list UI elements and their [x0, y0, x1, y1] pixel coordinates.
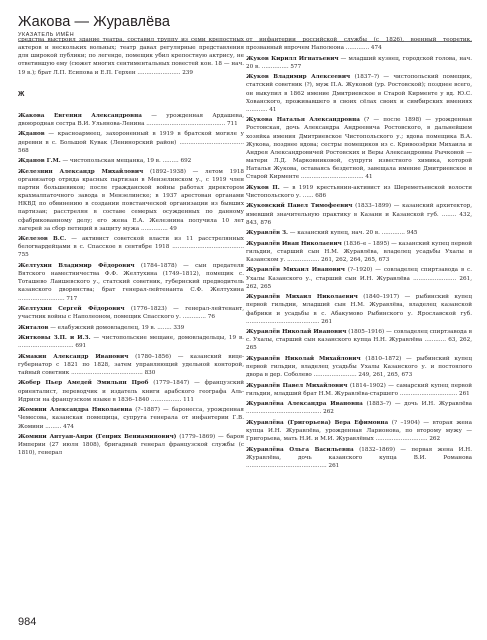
- entry-name: Журавлёв Иван Николаевич: [246, 240, 342, 247]
- index-entry: [18, 168, 244, 233]
- entry-text: (1832–1869) — первая жена И.Н. Журавлёва, дочь казанского купца В.И. Романова ............................................. 261: [246, 446, 472, 469]
- index-entry: [18, 406, 244, 430]
- entry-name: Желтухин Сергей Фёдорович: [18, 306, 125, 312]
- entry-name: Желтухин Владимир Фёдорович: [18, 262, 135, 269]
- entry-name: Жакова Евгения Александровна: [18, 112, 142, 119]
- index-entry: [246, 293, 472, 326]
- entry-text: (? –1904) — вторая жена купца И.Н. Журавлёва, урожденная Ларионова, по второму мужу — Григорьева, мать Н.И. и М.И. Журавлёвых ............................. 262: [246, 419, 472, 443]
- entry-name: Жданов Г.М.: [18, 158, 61, 165]
- index-entry: [246, 116, 472, 181]
- index-entry: [18, 305, 244, 321]
- entry-text: — в 1919 крестьянин-активист из Шереметьевской волости Чистопольского у. ...... 686: [246, 184, 472, 199]
- index-entry: [18, 262, 244, 303]
- entry-name: Журавлёва (Григорьева) Вера Ефимовна: [246, 419, 389, 426]
- index-entry: [246, 328, 472, 352]
- entry-text: (1779–1847) — французский ориенталист, переводчик и издатель книги арабского географа Аль-Идриси на французском языке в 1836–1840 ................. 111: [18, 380, 244, 403]
- entry-text: — урожденная Ардашева, двоюродная сестра В.И. Ульянова-Ленина ............................................ 711: [18, 112, 244, 127]
- index-entry: [246, 382, 472, 398]
- entry-text: — казанский купец, нач. 20 в. ............. 945: [288, 230, 418, 237]
- index-entry: [246, 400, 472, 416]
- entry-text: (1833–1899) — казанский архитектор, имевший значительную практику в Казани и Казанской губ. ........ 432, 843, 876: [246, 203, 472, 226]
- entry-text: (1837–?) — чистопольский помещик, статский советник (?), муж П.А. Жуковой (ур. Ростовской); позднее всего, он выкупил в 1862 имение Дмитриевское в Старой Кирменте у вд. Ю.С. Хованского, проживавшего в своих сёлах своих и симбирских имениях ............ 41: [246, 74, 472, 113]
- running-subtitle: УКАЗАТЕЛЬ ИМЁН: [18, 32, 75, 38]
- running-title: Жакова — Журавлёва: [18, 14, 171, 30]
- index-entry: [246, 419, 472, 443]
- entry-name: Жданов: [18, 131, 45, 138]
- index-entry: [246, 184, 472, 200]
- entry-text: (1840–1917) — рыбинский купец первой гильдии, младший сын Н.М. Журавлёва, владелец казанской фабрики и усадьбы в с. Абакумово Рыбинского у. Ярославской губ. ......................................... 261: [246, 294, 472, 325]
- left-column: [18, 36, 244, 460]
- entry-text: (1784–1878) — сын предателя Вятского наместничества Ф.Ф. Желтухина (1749–1812), помещик с. Тоташево Лаишевского у., статский советник, губернский предводитель казанского дворянства; брат генерал-лейтенанта С.Ф. Желтухина .......................... 717: [18, 262, 244, 302]
- entry-name: Житалов: [18, 324, 49, 331]
- index-entry: [18, 157, 244, 165]
- index-entry: [18, 324, 244, 332]
- continued-entry: средства выстроил здание театра, составил труппу из семи крепостных актеров и нескольких вольных; театр давал регулярные представления для широкой публики; по легенде, помещик убил крепостную актрису, не ответившую ему (сюжет многих сентиментальных повестей кон. 18 — нач. 19 в.); брат Л.П. Есипова и Е.П. Герхен ........................ 239: [18, 37, 244, 76]
- entry-text: — елабужский домовладелец, 19 в. ........ 339: [48, 324, 185, 331]
- entry-name: Жомини Александра Николаевна: [18, 407, 133, 414]
- index-entry: [246, 240, 472, 264]
- entry-name: Журавлёв З.: [246, 230, 289, 237]
- entry-name: Жмакин Александр Иванович: [18, 353, 129, 360]
- entry-name: Жуков П.: [246, 184, 280, 191]
- entry-text: (?–1887) — баронесса, урожденная Чемесова, казанская помещица, супруга генерала от инфантерии Г.В. Жомини ......... 474: [18, 407, 244, 430]
- entry-text: (1805–1916) — совладелец спиртзавода в с. Ухалы, старший сын казанского купца Н.Н. Журавлёва ............ 63, 262, 265: [246, 329, 472, 352]
- entry-name: Журавлёв Михаил Иванович: [246, 267, 345, 274]
- entry-name: Журавлёва Ольга Васильевна: [246, 446, 354, 453]
- index-entry: [246, 446, 472, 470]
- entry-name: Журавлёв Николай Михайлович: [246, 355, 361, 362]
- entry-text: — чистопольская мещанка, 19 в. ......... 692: [60, 158, 192, 165]
- entry-text: (1776–1823) — генерал-лейтенант, участник войны с Наполеоном, помещик Спасского у. ............. 76: [18, 306, 244, 321]
- entry-name: Журавлёв Михаил Николаевич: [246, 294, 358, 301]
- index-entry: [18, 353, 244, 377]
- entry-text: (1779–1869) — барон Империи (27 июля 1808), бригадный генерал французской службы (с 1810), генерал: [18, 433, 244, 457]
- index-entry: [246, 355, 472, 379]
- index-entry: [18, 334, 244, 350]
- entry-text: (1836–е – 1895) — казанский купец первой гильдии, старший сын Н.М. Журавлёва, владелец усадьбы Ухалы в Казанском у. .................. 261, 262, 264, 265, 673: [246, 240, 473, 263]
- entry-text: (1814–1902) — самарский купец первой гильдии, младший брат Н.М. Журавлёва-старшего ................................ 261: [246, 382, 473, 397]
- entry-name: Жуков Владимир Алексеевич: [246, 74, 351, 81]
- entry-name: Жукова Наталья Александровна: [246, 117, 360, 124]
- index-entry: [246, 55, 472, 71]
- index-entry: [18, 379, 244, 403]
- index-entry: [18, 112, 244, 128]
- entry-text: — активист советской власти из 11 расстрелянных белогвардейцами в с. Спасское в сентябре 1918 ........................................ 755: [18, 236, 244, 259]
- index-entry: [18, 130, 244, 154]
- entry-text: (1810–1872) — рыбинский купец первой гильдии, владелец усадьбы Ухалы Казанского у. и постоялого двора в дер. Соболево ........................ 249, 261, 265, 673: [246, 355, 472, 379]
- index-entry: [246, 229, 472, 237]
- entry-name: Журавлёва Александра Ивановна: [246, 401, 363, 408]
- entry-name: Журавлёв Павел Михайлович: [246, 382, 348, 389]
- page-number: 984: [18, 616, 37, 628]
- entry-name: Журавлёв Николай Иванович: [246, 329, 347, 336]
- right-column: [246, 36, 472, 472]
- entry-name: Жуков Кирилл Игнатьевич: [246, 55, 339, 62]
- entry-text: — чистопольские мещане, домовладельцы, 19 в. ............................... 691: [18, 335, 244, 350]
- entry-name: Жуковский Павел Тимофеевич: [246, 203, 353, 210]
- entry-name: Железнин Александр Михайлович: [18, 168, 144, 175]
- entry-text: (1892–1938) — летом 1918 организатор отряда красных партизан в Мензелинском у., с 1919 член партии большевиков; после гражданской войны работал директором крахмалпаточного завода в Мензелинске; в 1937 арестован органами НКВД по обвинению в создании повстанческой организации из бывших партизан; расстрелян в составе семерых осужденных по данному сфабрикованному делу; его жена Е.А. Железнина получила 10 лет лагерей за сбор петиций в защиту мужа ............... 49: [18, 168, 244, 232]
- right-entries: [246, 55, 472, 471]
- entry-name: Житковы З.П. и И.З.: [18, 335, 91, 342]
- entry-text: — младший кузнец, городской голова, нач. 20 в. ............... 577: [246, 55, 472, 70]
- left-entries: [18, 112, 244, 458]
- continued-entry: от инфантерии российской службы (с 1826), военный теоретик, прозванный впрочем Наполеона ............. 474: [246, 37, 472, 52]
- entry-name: Железов В.С.: [18, 236, 67, 243]
- index-entry: [246, 266, 472, 290]
- index-entry: [18, 433, 244, 457]
- entry-text: — красноармеец, захороненный в 1919 в братской могиле у деревни в с. Большой Кувак (Ленинорский район) .................................... 568: [18, 131, 244, 154]
- entry-name: Жомини Антуан-Анри (Генрих Вениаминович): [18, 433, 177, 440]
- entry-text: (?–1920) — совладелец спиртзавода в с. Ухалы Казанского у., старший сын И.Н. Журавлёва ........................ 261, 262, 265: [246, 267, 472, 290]
- entry-name: Жобер Пьер Амедей Эмильян Проб: [18, 380, 149, 387]
- entry-text: (? — после 1898) — урожденная Ростовская, дочь Александра Андреевича Ростовского, в дальнейшем хозяйка имения Дмитриевское Чистопольского у.; вдова помещика В.А. Жукова, позднее вдова; сестры помещиков из с. Кривоозёрки Михаила и Андрея Александровичей Ростовских и Веры Александровны Рычковой — матери Л.Д. Марковниковой, супруги известного химика, которой Наталья Жукова, оставаясь бездетной, завещала имение Дмитриевское в Старой Кирменте ................................... 41: [246, 117, 473, 181]
- entry-text: (1780–1856) — казанский вице-губернатор с 1821 по 1828, затем управляющий удельной конторой, тайный советник ........................................ 830: [18, 353, 245, 376]
- index-entry: [246, 73, 472, 114]
- section-letter: Ж: [18, 90, 25, 98]
- entry-text: (1883–?) — дочь И.Н. Журавлёва .......................................... 262: [246, 401, 472, 416]
- index-entry: [18, 235, 244, 259]
- index-entry: [246, 202, 472, 226]
